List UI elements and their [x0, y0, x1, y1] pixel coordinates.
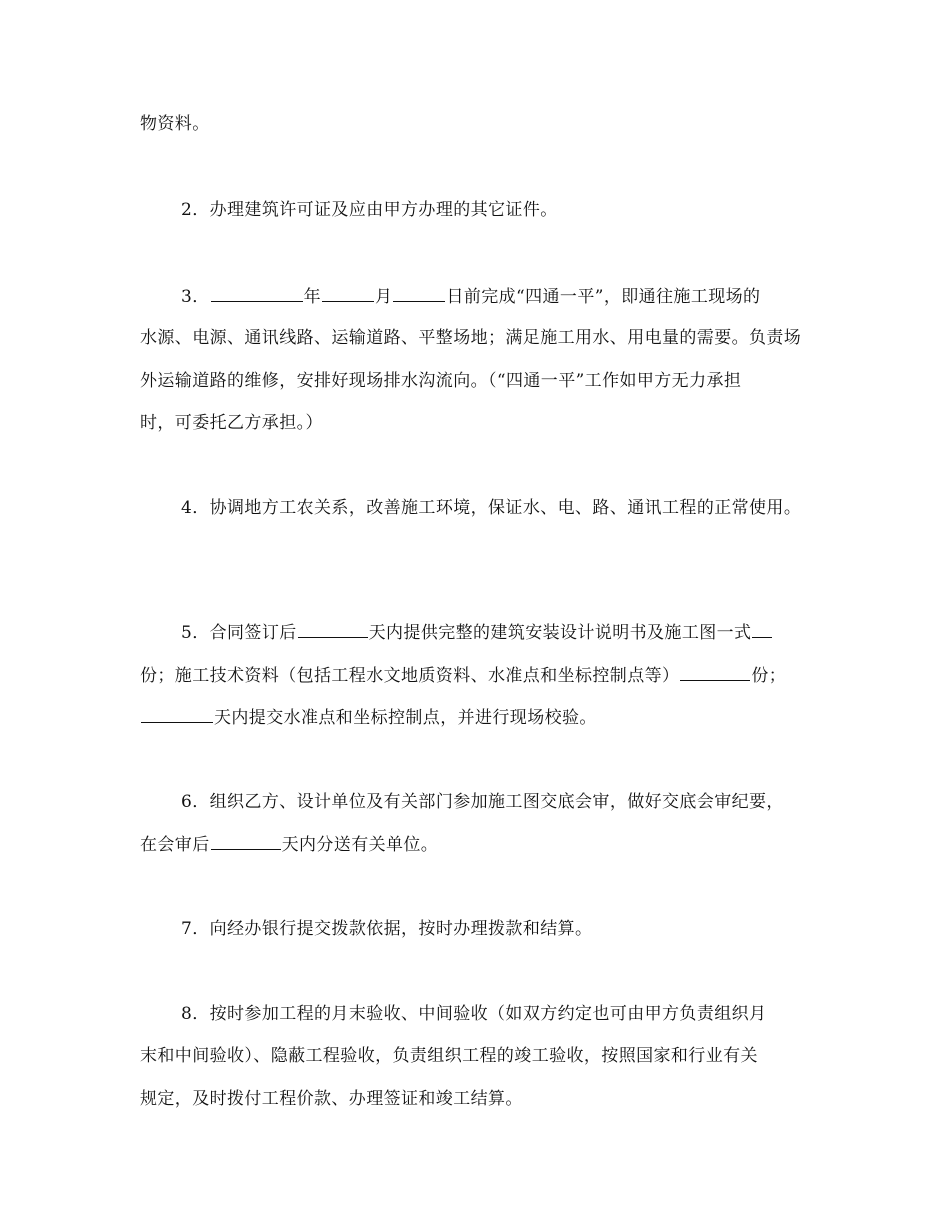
clause-3-line-2: [140, 326, 801, 350]
text: 5．合同签订后: [181, 623, 297, 643]
text: 在会审后: [140, 835, 210, 855]
clause-5-line-3: [140, 705, 597, 730]
text: 规定，及时拨付工程价款、办理签证和竣工结算。: [140, 1089, 523, 1109]
text: 8．按时参加工程的月末验收、中间验收（如双方约定也可由甲方负责组织月: [181, 1004, 767, 1024]
text: 天内分送有关单位。: [281, 835, 439, 855]
clause-2: [181, 198, 558, 222]
text: 6．组织乙方、设计单位及有关部门参加施工图交底会审，做好交底会审纪要，: [181, 792, 784, 812]
text: 物资料。: [140, 114, 210, 134]
text: 末和中间验收）、隐蔽工程验收，负责组织工程的竣工验收，按照国家和行业有关: [140, 1046, 758, 1066]
clause-3: [181, 284, 760, 309]
fill-in-blank-copies[interactable]: [752, 620, 772, 638]
text: 水源、电源、通讯线路、运输道路、平整场地；满足施工用水、用电量的需要。负责场: [140, 328, 802, 348]
text: 份；施工技术资料（包括工程水文地质资料、水准点和坐标控制点等）: [140, 666, 680, 686]
text: 4．协调地方工农关系，改善施工环境，保证水、电、路、通讯工程的正常使用。: [181, 498, 802, 518]
clause-6-line-2: [140, 832, 438, 857]
text-line-continuation: [140, 112, 210, 136]
fill-in-blank-days[interactable]: [211, 832, 281, 850]
text: 天内提交水准点和坐标控制点，并进行现场校验。: [214, 708, 597, 728]
text: 天内提供完整的建筑安装设计说明书及施工图一式: [368, 623, 752, 643]
clause-8-line-3: [140, 1087, 523, 1111]
text: 份；: [751, 666, 787, 686]
fill-in-blank-year[interactable]: [211, 284, 303, 302]
fill-in-blank-days[interactable]: [298, 620, 368, 638]
clause-number: 3．: [181, 287, 210, 307]
fill-in-blank-days[interactable]: [141, 705, 213, 723]
clause-4: [181, 496, 801, 520]
fill-in-blank-copies[interactable]: [680, 663, 750, 681]
clause-3-line-4: [140, 411, 323, 435]
text-month: 月: [375, 287, 393, 307]
text-year: 年: [303, 287, 322, 307]
text: 日前完成“四通一平”，即通往施工现场的: [446, 287, 761, 307]
clause-6: [181, 790, 784, 814]
clause-5-line-2: [140, 663, 786, 688]
text: 2．办理建筑许可证及应由甲方办理的其它证件。: [181, 200, 558, 220]
clause-8-line-2: [140, 1044, 758, 1068]
clause-8: [181, 1002, 766, 1026]
clause-7: [181, 917, 592, 941]
text: 时，可委托乙方承担。）: [140, 413, 323, 433]
fill-in-blank-month[interactable]: [322, 284, 374, 302]
clause-3-line-3: [140, 369, 741, 393]
fill-in-blank-day[interactable]: [393, 284, 445, 302]
text: 外运输道路的维修，安排好现场排水沟流向。（“四通一平”工作如甲方无力承担: [140, 371, 742, 391]
clause-5: [181, 620, 773, 645]
text: 7．向经办银行提交拨款依据，按时办理拨款和结算。: [181, 919, 593, 939]
